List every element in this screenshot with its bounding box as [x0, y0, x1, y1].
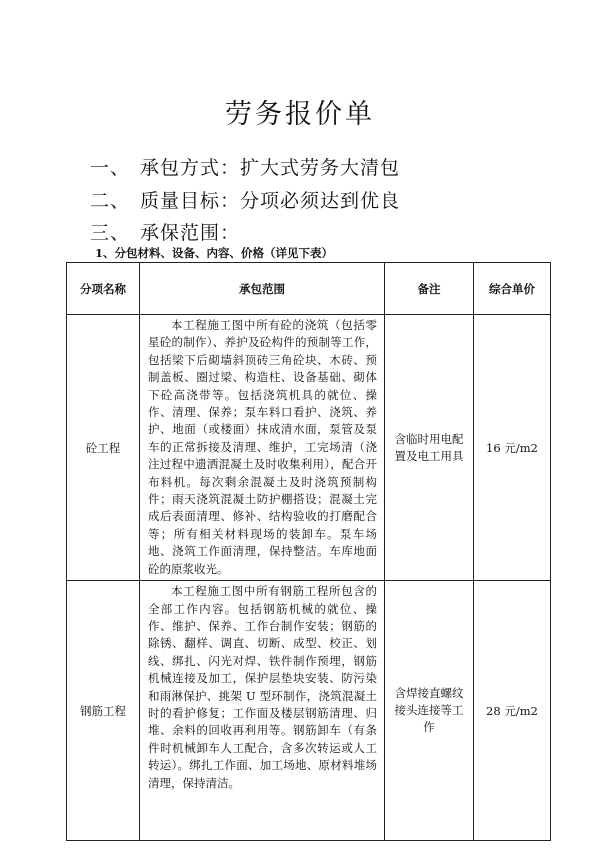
header-unit-price: 综合单价: [474, 263, 551, 315]
item-name-cell: 钢筋工程: [67, 581, 140, 841]
header-note: 备注: [385, 263, 474, 315]
item-name-cell: 砼工程: [67, 315, 140, 581]
section-number: 一、: [90, 157, 131, 179]
note-cell: 含焊接直螺纹接头连接等工作: [385, 581, 474, 841]
price-cell: 16 元/m2: [474, 315, 551, 581]
section-scope: [90, 218, 240, 245]
table-subheading: 1、分包材料、设备、内容、价格（详见下表）: [95, 246, 333, 260]
section-text: 承包方式：扩大式劳务大清包: [140, 157, 401, 179]
scope-cell: 本工程施工图中所有砼的浇筑（包括零星砼的制作）、养护及砼构件的预制等工作，包括梁下后砌墙斜顶砖三角砼块、木砖、预制盖板、圈过梁、构造柱、设备基础、砌体下砼高浇带等。包括浇筑机具的就位、操作、清理、保养；泵车料口看护、浇筑、养护、地面（或楼面）抹成清水面，泵管及泵车的正常拆接及清理、维护，工完场清（浇注过程中遗洒混凝土及时收集利用），配合开布料机。每次剩余混凝土及时浇筑预制构件；雨天浇筑混凝土防护棚搭设；混凝土完成后表面清理、修补、结构验收的打磨配合等；所有相关材料现场的装卸车。泵车场地、浇筑工作面清理，保持整洁。车库地面砼的原浆收光。: [140, 315, 385, 581]
table-row: [67, 581, 551, 841]
table-header-row: [67, 263, 551, 315]
section-number: 二、: [90, 190, 131, 212]
header-item-name: 分项名称: [67, 263, 140, 315]
price-cell: 28 元/m2: [474, 581, 551, 841]
section-text: 承保范围：: [140, 222, 241, 244]
section-text: 质量目标：分项必须达到优良: [140, 190, 401, 212]
note-cell: 含临时用电配置及电工用具: [385, 315, 474, 581]
section-quality-target: [90, 186, 400, 213]
section-contract-method: [90, 153, 400, 180]
document-title: 劳务报价单: [225, 99, 375, 130]
scope-cell: 本工程施工图中所有钢筋工程所包含的全部工作内容。包括钢筋机械的就位、操作、维护、保养、工作台制作安装；钢筋的除锈、翻样、调直、切断、成型、校正、划线、绑扎、闪光对焊、铁件制作预埋，钢筋机械连接及加工，保护层垫块安装、防污染和雨淋保护、挑架 U 型环制作，浇筑混凝土时的看护修复；工作面及楼层钢筋清理、归堆、余料的回收再利用等。钢筋卸车（有条件时机械卸车人工配合，含多次转运或人工转运）。绑扎工作面、加工场地、原材料堆场清理，保持清洁。: [140, 581, 385, 841]
section-number: 三、: [90, 222, 131, 244]
quote-table: [66, 262, 551, 841]
table-row: [67, 315, 551, 581]
header-scope: 承包范围: [140, 263, 385, 315]
